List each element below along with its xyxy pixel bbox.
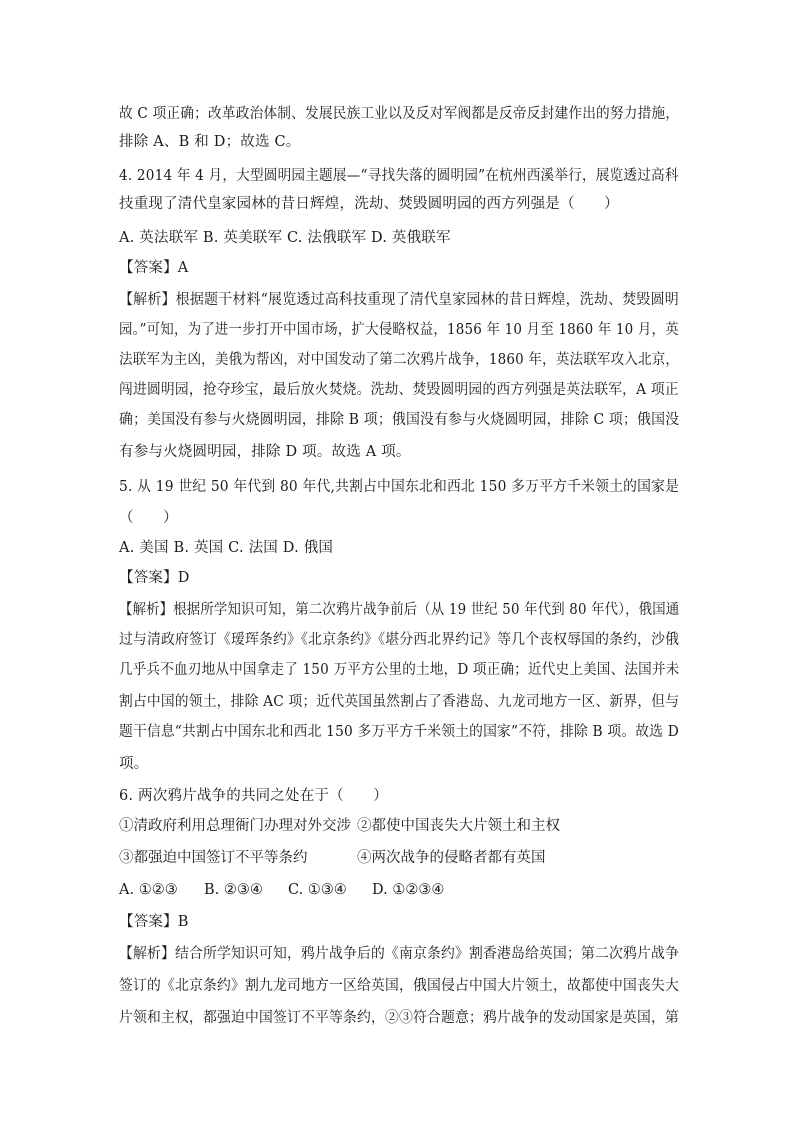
- analysis-5-line: 几乎兵不血刃地从中国拿走了 150 万平方公里的土地，D 项正确；近代史上美国、法国并未: [119, 662, 680, 678]
- analysis-4-line: 园。”可知，为了进一步打开中国市场，扩大侵略权益，1856 年 10 月至 1860 年 10 月，英: [119, 322, 679, 338]
- q6-statement-3: ③都强迫中国签订不平等条约: [119, 850, 308, 866]
- q6-statement-4: ④两次战争的侵略者都有英国: [357, 850, 546, 866]
- question-4-line: 技重现了清代皇家园林的昔日辉煌，洗劫、焚毁圆明园的西方列强是（ ）: [119, 196, 619, 212]
- answer-4: 【答案】A: [119, 260, 189, 276]
- answer-5: 【答案】D: [119, 570, 190, 586]
- text-line: 故 C 项正确；改革政治体制、发展民族工业以及反对军阀都是反帝反封建作出的努力措施，: [119, 106, 680, 122]
- analysis-5-line: 题干信息“共割占中国东北和西北 150 多万平方千米领土的国家”不符，排除 B 项。故选 D: [119, 724, 680, 740]
- text-line: 排除 A、B 和 D；故选 C。: [119, 134, 301, 150]
- analysis-4-line: 法联军为主凶，美俄为帮凶，对中国发动了第二次鸦片战争，1860 年，英法联军攻入北京，: [119, 352, 680, 368]
- question-5-line: （ ）: [119, 510, 178, 526]
- analysis-4-line: 确；美国没有参与火烧圆明园，排除 B 项；俄国没有参与火烧圆明园，排除 C 项；俄国没: [119, 412, 680, 428]
- analysis-6-line: 签订的《北京条约》割九龙司地方一区给英国，俄国侵占中国大片领土，故都使中国丧失大: [119, 978, 679, 994]
- q6-choice-d: D. ①②③④: [372, 882, 445, 898]
- answer-6: 【答案】B: [119, 914, 189, 930]
- analysis-5-line: 过与清政府签订《瑷珲条约》《北京条约》《堪分西北界约记》等几个丧权辱国的条约，沙俄: [119, 632, 680, 648]
- q6-statement-2: ②都使中国丧失大片领土和主权: [357, 818, 560, 834]
- analysis-5-line: 项。: [119, 756, 149, 772]
- question-4-line: 4. 2014 年 4 月，大型圆明园主题展—“寻找失落的圆明园”在杭州西溪举行，展览透过高科: [119, 168, 679, 184]
- question-5-line: 5. 从 19 世纪 50 年代到 80 年代,共割占中国东北和西北 150 多万平方千米领土的国家是: [119, 479, 680, 495]
- question-4-options: A. 英法联军 B. 英美联军 C. 法俄联军 D. 英俄联军: [119, 230, 451, 246]
- analysis-4-line: 闯进圆明园，抢夺珍宝，最后放火焚烧。洗劫、焚毁圆明园的西方列强是英法联军，A 项正: [119, 382, 679, 398]
- q6-choice-a: A. ①②③: [119, 882, 178, 898]
- analysis-5-line: 割占中国的领土，排除 AC 项；近代英国虽然割占了香港岛、九龙司地方一区、新界，但与: [119, 694, 680, 710]
- analysis-4-line: 有参与火烧圆明园，排除 D 项。故选 A 项。: [119, 444, 411, 460]
- q6-statement-1: ①清政府利用总理衙门办理对外交涉: [119, 818, 351, 834]
- q6-choice-b: B. ②③④: [204, 882, 263, 898]
- question-5-options: A. 美国 B. 英国 C. 法国 D. 俄国: [119, 540, 334, 556]
- question-6-line: 6. 两次鸦片战争的共同之处在于（ ）: [119, 788, 388, 804]
- analysis-4-line: 【解析】根据题干材料“展览透过高科技重现了清代皇家园林的昔日辉煌，洗劫、焚毁圆明: [119, 292, 679, 308]
- q6-choice-c: C. ①③④: [288, 882, 347, 898]
- analysis-6-line: 【解析】结合所学知识可知，鸦片战争后的《南京条约》割香港岛给英国；第二次鸦片战争: [119, 946, 679, 962]
- analysis-6-line: 片领和主权，都强迫中国签订不平等条约，②③符合题意；鸦片战争的发动国家是英国，第: [119, 1010, 679, 1026]
- analysis-5-line: 【解析】根据所学知识可知，第二次鸦片战争前后（从 19 世纪 50 年代到 80 年代），俄国通: [119, 602, 680, 618]
